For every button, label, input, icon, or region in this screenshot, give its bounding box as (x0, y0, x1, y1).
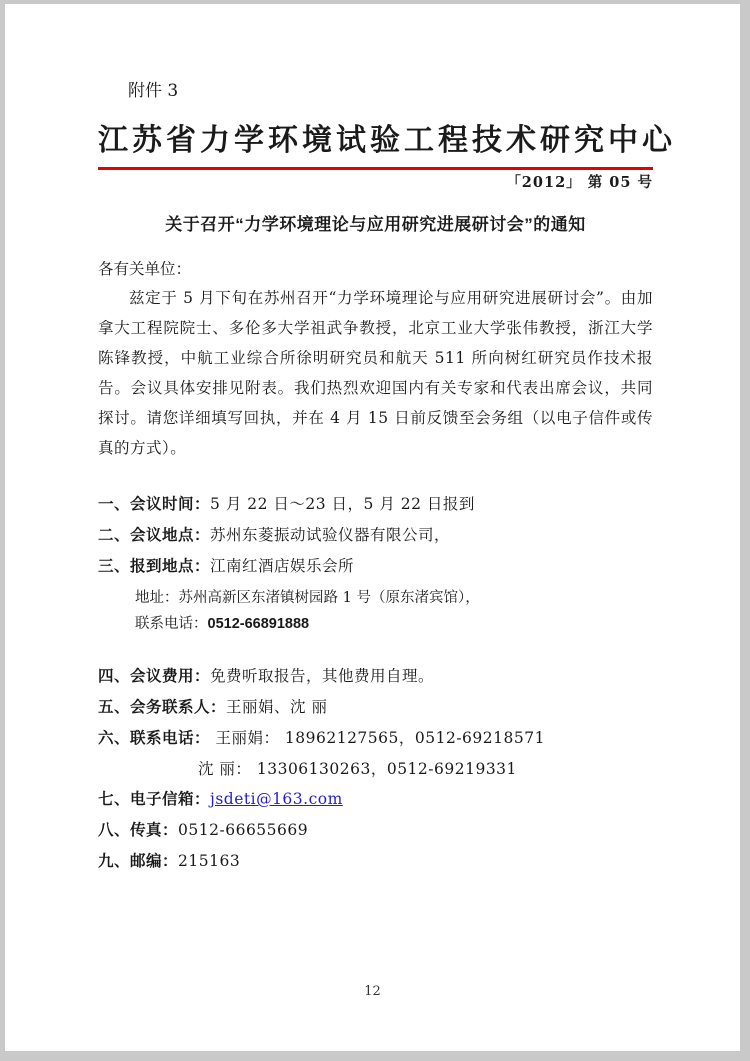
notice-subject: 关于召开“力学环境理论与应用研究进展研讨会”的通知 (165, 215, 586, 234)
checkin-details (135, 585, 653, 637)
item-label: 报到地点： (130, 558, 211, 575)
address-label: 地址： (135, 590, 179, 606)
item-contact-phones (98, 723, 653, 784)
item-label: 联系电话： (130, 730, 211, 747)
item-meeting-time (98, 489, 653, 520)
item-value: 0512-66655669 (178, 821, 309, 839)
item-value: 江南红酒店娱乐会所 (210, 557, 355, 575)
item-value-2: 沈 丽： 13306130263，0512-69219331 (198, 760, 517, 778)
item-contact-persons (98, 692, 653, 723)
item-number: 七、 (98, 791, 131, 808)
item-value: 5 月 22 日～23 日，5 月 22 日报到 (210, 495, 475, 513)
item-number: 八、 (98, 822, 131, 839)
attachment-label: 附件 3 (128, 81, 179, 101)
item-checkin-place (98, 551, 653, 582)
contact-phone-line-1 (98, 723, 653, 754)
address-value: 苏州高新区东渚镇树园路 1 号（原东渚宾馆）， (178, 590, 480, 606)
body-paragraph: 兹定于 5 月下旬在苏州召开“力学环境理论与应用研究进展研讨会”。由加拿大工程院院士、多伦多大学祖武争教授，北京工业大学张伟教授，浙江大学陈锋教授，中航工业综合所徐明研究员和航天 511 所向树红研究员作技术报告。会议具体安排见附表。我们热烈欢迎国内有关专家和代表出席会议，共同探讨。请您详细填写回执，并在 4 月 15 日前反馈至会务组（以电子信件或传真的方式）。 (98, 289, 653, 457)
item-number: 四、 (98, 668, 131, 685)
item-label: 电子信箱： (130, 791, 211, 808)
notice-item-list (98, 489, 653, 877)
item-meeting-fee (98, 661, 653, 692)
item-label: 传真： (130, 822, 179, 839)
item-label: 会议费用： (130, 668, 211, 685)
item-postcode (98, 846, 653, 877)
salutation: 各有关单位： (98, 260, 192, 278)
item-meeting-place (98, 520, 653, 551)
doc-number: 「2012」 第 05 号 (506, 174, 653, 191)
phone-value: 0512-66891888 (207, 616, 310, 632)
phone-label: 联系电话： (135, 616, 208, 632)
email-link[interactable]: jsdeti@163.com (210, 790, 343, 808)
item-value: 苏州东菱振动试验仪器有限公司， (210, 526, 451, 544)
item-value: 王丽娟、沈 丽 (226, 698, 328, 716)
item-label: 会议时间： (130, 496, 211, 513)
item-label: 邮编： (130, 853, 179, 870)
checkin-address-line (135, 585, 653, 611)
contact-phone-line-2 (198, 754, 653, 784)
red-divider-rule (98, 167, 653, 170)
item-label: 会务联系人： (130, 699, 227, 716)
item-number: 三、 (98, 558, 131, 575)
item-number: 二、 (98, 527, 131, 544)
item-label: 会议地点： (130, 527, 211, 544)
item-number: 一、 (98, 496, 131, 513)
checkin-phone-line (135, 611, 653, 637)
item-value: 免费听取报告，其他费用自理。 (210, 667, 435, 685)
item-number: 九、 (98, 853, 131, 870)
item-number: 五、 (98, 699, 131, 716)
item-email (98, 784, 653, 815)
page-number: 12 (364, 984, 381, 999)
item-fax (98, 815, 653, 846)
item-value: 215163 (178, 852, 241, 870)
item-number: 六、 (98, 730, 131, 747)
org-title: 江苏省力学环境试验工程技术研究中心 (98, 124, 676, 157)
item-value: 王丽娟： 18962127565，0512-69218571 (215, 729, 545, 747)
